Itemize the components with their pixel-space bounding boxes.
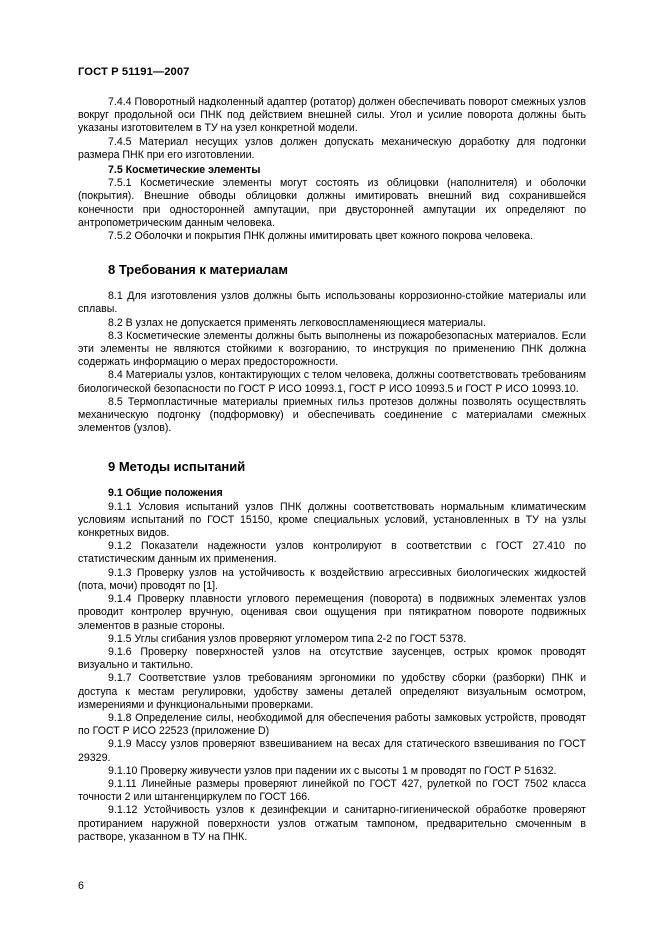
- paragraph-9-1-5: 9.1.5 Углы сгибания узлов проверяют угломером типа 2-2 по ГОСТ 5378.: [108, 632, 467, 645]
- document-body: [78, 96, 586, 844]
- paragraph-8-4: 8.4 Материалы узлов, контактирующих с телом человека, должны соответствовать требованиям биологической безопасности по ГОСТ Р ИСО 10993.1, ГОСТ Р ИСО 10993.5 и ГОСТ Р ИСО 10993.10.: [78, 369, 586, 395]
- paragraph-9-1-12: 9.1.12 Устойчивость узлов к дезинфекции и санитарно-гигиенической обработке проверяют протиранием наружной поверхности узлов отжатым тампоном, предварительно смоченным в растворе, указанном в ТУ на ПНК.: [78, 804, 586, 843]
- paragraph-9-1-8: 9.1.8 Определение силы, необходимой для обеспечения работы замковых устройств, проводят по ГОСТ Р ИСО 22523 (приложение D): [78, 711, 586, 738]
- paragraph-7-4-5: 7.4.5 Материал несущих узлов должен допускать механическую доработку для подгонки размера ПНК при его изготовлении.: [78, 135, 586, 161]
- paragraph-9-1-11: 9.1.11 Линейные размеры проверяют линейкой по ГОСТ 427, рулеткой по ГОСТ 7502 класса точности 2 или штангенциркулем по ГОСТ 166.: [78, 777, 586, 804]
- paragraph-7-5-1: 7.5.1 Косметические элементы могут состоять из облицовки (наполнителя) и оболочки (покрытия). Внешние обводы облицовки должны имитировать внешний вид сохранившейся конечности при односторонней ампутации, при двусторонней ампутации их определяют по антропометрическим данным человека.: [78, 177, 586, 229]
- section-heading-8: 8 Требования к материалам: [108, 262, 289, 278]
- paragraph-8-2: 8.2 В узлах не допускается применять легковоспламеняющиеся материалы.: [108, 316, 486, 329]
- paragraph-9-1-3: 9.1.3 Проверку узлов на устойчивость к воздействию агрессивных биологических жидкостей (пота, мочи) проводят по [1].: [78, 566, 586, 592]
- paragraph-8-1: 8.1 Для изготовления узлов должны быть использованы коррозионно-стойкие материалы или сплавы.: [78, 290, 586, 316]
- paragraph-7-5-2: 7.5.2 Оболочки и покрытия ПНК должны имитировать цвет кожного покрова человека.: [108, 230, 534, 243]
- section-heading-9: 9 Методы испытаний: [108, 459, 246, 475]
- paragraph-7-4-4: 7.4.4 Поворотный надколенный адаптер (ротатор) должен обеспечивать поворот смежных узлов вокруг продольной оси ПНК под действием внешней силы. Угол и усилие поворота должны быть указаны изготовителем в ТУ на узел конкретной модели.: [78, 96, 586, 135]
- paragraph-9-1-9: 9.1.9 Массу узлов проверяют взвешиванием на весах для статического взвешивания по ГОСТ 29329.: [78, 738, 586, 764]
- paragraph-9-1-10: 9.1.10 Проверку живучести узлов при падении их с высоты 1 м проводят по ГОСТ Р 51632.: [108, 764, 557, 777]
- paragraph-9-1-1: 9.1.1 Условия испытаний узлов ПНК должны соответствовать нормальным климатическим условиям испытаний по ГОСТ 15150, кроме специальных условий, установленных в ТУ на узлы конкретных видов.: [78, 500, 586, 540]
- paragraph-8-3: 8.3 Косметические элементы должны быть выполнены из пожаробезопасных материалов. Если эти элементы не являются стойкими к возгоранию, то инструкция по применению ПНК должна содержать информацию о мерах предосторожности.: [78, 329, 586, 369]
- paragraph-8-5: 8.5 Термопластичные материалы приемных гильз протезов должны позволять осуществлять механическую подгонку (подформовку) и обеспечивать соединение с материалами смежных элементов (узлов).: [78, 395, 586, 435]
- paragraph-9-1-2: 9.1.2 Показатели надежности узлов контролируют в соответствии с ГОСТ 27.410 по статистическим данным их применения.: [78, 540, 586, 566]
- subsection-heading-7-5: 7.5 Косметические элементы: [108, 164, 261, 177]
- subsection-heading-9-1: 9.1 Общие положения: [108, 487, 223, 500]
- page-number: 6: [78, 880, 84, 892]
- document-header: ГОСТ Р 51191—2007: [78, 66, 190, 78]
- paragraph-9-1-4: 9.1.4 Проверку плавности углового перемещения (поворота) в подвижных элементах узлов проводит контролер вручную, оценивая свои ощущения при пятикратном повороте подвижных элементов в разные стороны.: [78, 593, 586, 632]
- paragraph-9-1-7: 9.1.7 Соответствие узлов требованиям эргономики по удобству сборки (разборки) ПНК и доступа к местам регулировки, удобству замены деталей определяют визуальным осмотром, измерениями и функциональными проверками.: [78, 672, 586, 711]
- paragraph-9-1-6: 9.1.6 Проверку поверхностей узлов на отсутствие заусенцев, острых кромок проводят визуально и тактильно.: [78, 645, 586, 672]
